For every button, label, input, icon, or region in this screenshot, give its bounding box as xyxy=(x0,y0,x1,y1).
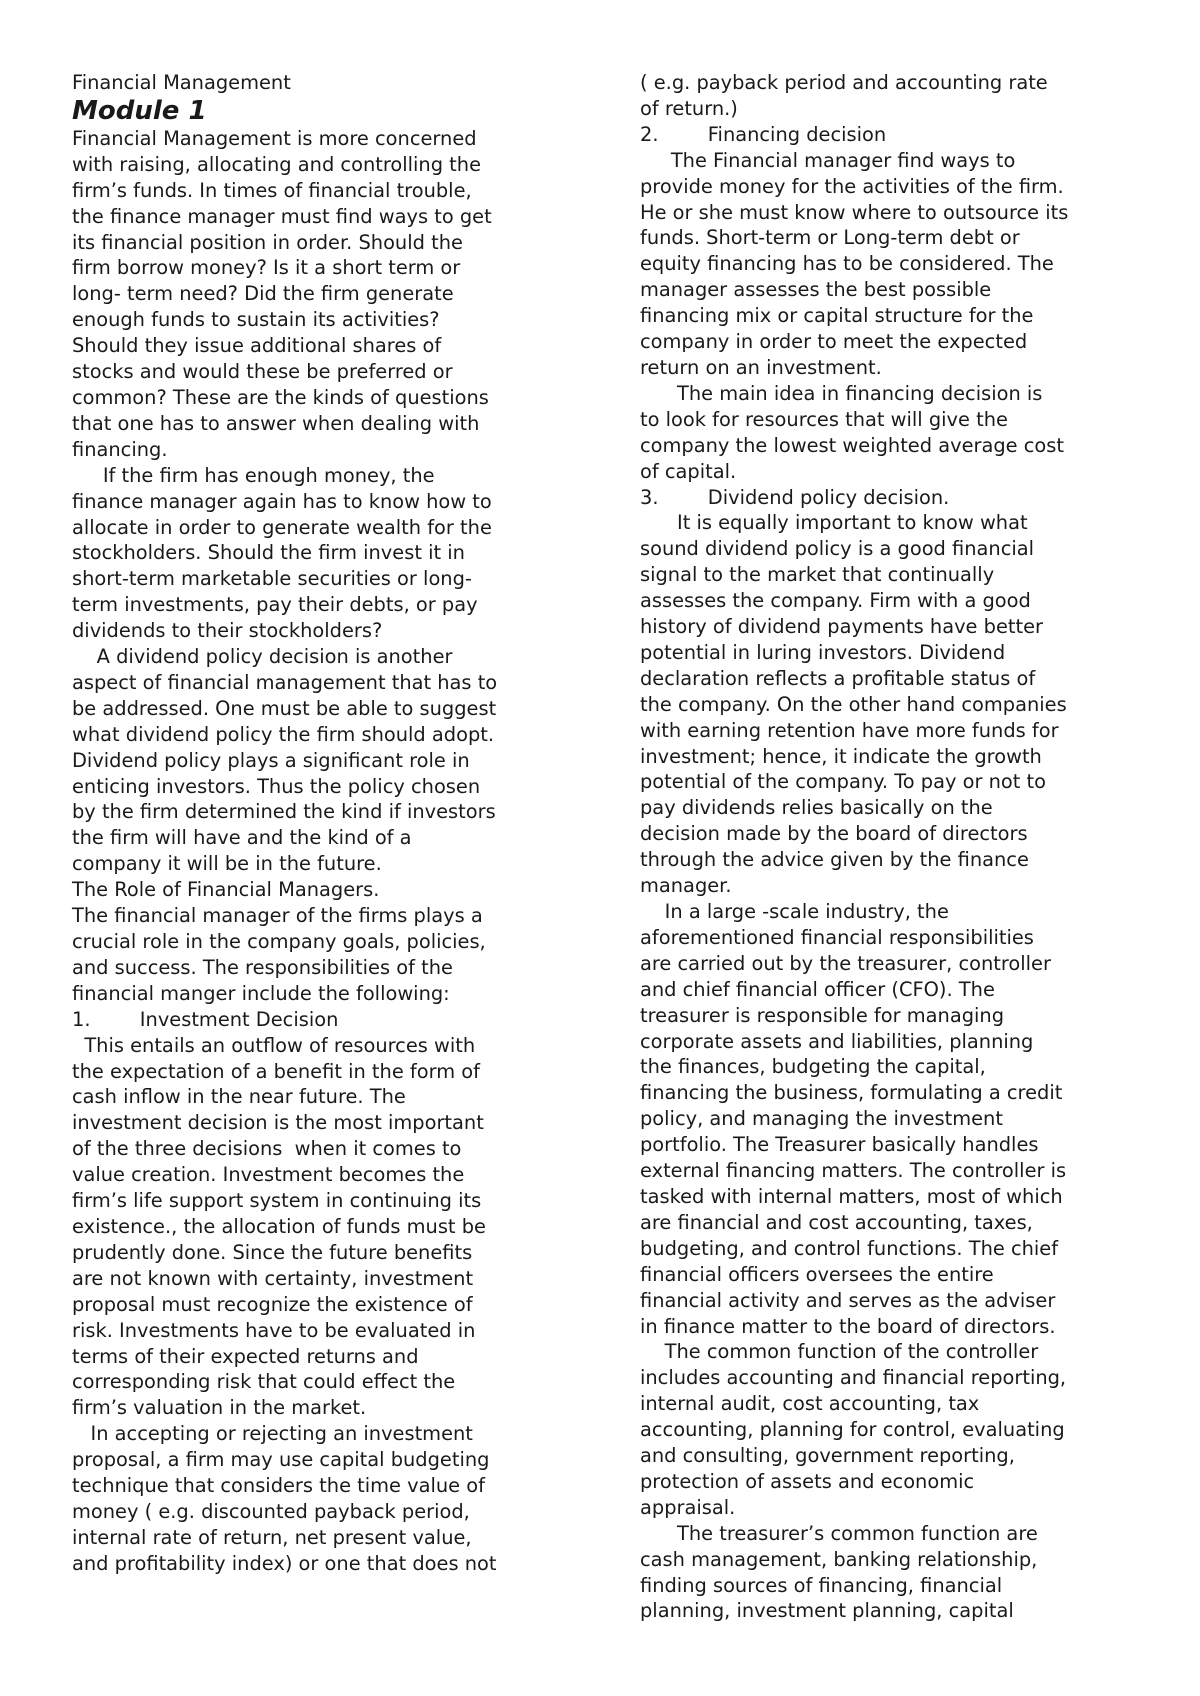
text-line: cash management, banking relationship, xyxy=(640,1547,1038,1571)
text-line: existence., the allocation of funds must be xyxy=(72,1214,486,1238)
text-line: The common function of the controller xyxy=(640,1340,1039,1364)
text-line: If the firm has enough money, the xyxy=(72,463,435,487)
text-line: are financial and cost accounting, taxes, xyxy=(640,1210,1033,1234)
text-line: corporate assets and liabilities, planning xyxy=(640,1029,1034,1053)
text-line: financial officers oversees the entire xyxy=(640,1262,994,1286)
text-line: signal to the market that continually xyxy=(640,563,995,587)
left-column xyxy=(72,70,572,1577)
text-line: return on an investment. xyxy=(640,355,882,379)
text-line: are not known with certainty, investment xyxy=(72,1266,474,1290)
text-line: stockholders. Should the firm invest it in xyxy=(72,541,465,565)
right-column xyxy=(640,70,1140,1624)
text-line: dividends to their stockholders? xyxy=(72,619,383,643)
text-line: value creation. Investment becomes the xyxy=(72,1163,465,1187)
text-line: ( e.g. payback period and accounting rate xyxy=(640,71,1048,94)
text-line: external financing matters. The controller is xyxy=(640,1159,1067,1183)
text-line: firm’s life support system in continuing its xyxy=(72,1189,482,1213)
text-line: corresponding risk that could effect the xyxy=(72,1370,456,1394)
text-line: The main idea in financing decision is xyxy=(640,381,1043,405)
text-line: includes accounting and financial reporting, xyxy=(640,1366,1067,1390)
text-line: through the advice given by the finance xyxy=(640,848,1029,872)
text-line: are carried out by the treasurer, controller xyxy=(640,951,1051,975)
text-line: investment; hence, it indicate the growth xyxy=(640,744,1042,768)
text-line: firm borrow money? Is it a short term or xyxy=(72,256,461,280)
text-line: portfolio. The Treasurer basically handles xyxy=(640,1133,1039,1157)
text-line: the expectation of a benefit in the form of xyxy=(72,1059,480,1083)
text-line: common? These are the kinds of questions xyxy=(72,385,489,409)
document-title: Financial Management xyxy=(72,71,291,94)
text-line: Financial Management is more concerned xyxy=(72,126,477,150)
text-line: allocate in order to generate wealth for the xyxy=(72,515,492,539)
module-heading: Module 1 xyxy=(72,95,207,126)
text-line: crucial role in the company goals, policies, xyxy=(72,930,486,953)
text-line: internal audit, cost accounting, tax xyxy=(640,1392,980,1416)
text-line: term investments, pay their debts, or pay xyxy=(72,593,478,617)
text-line: Should they issue additional shares of xyxy=(72,334,442,358)
text-line: and profitability index) or one that does not xyxy=(72,1551,497,1575)
list-item-heading: 2. Financing decision xyxy=(640,122,887,146)
text-line: to look for resources that will give the xyxy=(640,407,1008,431)
text-line: the company. On the other hand companies xyxy=(640,692,1067,716)
text-line: with raising, allocating and controlling the xyxy=(72,152,481,176)
text-line: financial activity and serves as the adviser xyxy=(640,1288,1056,1312)
text-line: In a large -scale industry, the xyxy=(640,900,949,923)
text-line: short-term marketable securities or long- xyxy=(72,567,472,591)
text-line: of the three decisions when it comes to xyxy=(72,1137,462,1161)
text-line: declaration reflects a profitable status of xyxy=(640,666,1036,690)
text-line: assesses the company. Firm with a good xyxy=(640,589,1031,613)
text-line: that one has to answer when dealing with xyxy=(72,411,480,435)
text-line: what dividend policy the firm should adopt. xyxy=(72,722,495,746)
text-line: enticing investors. Thus the policy chosen xyxy=(72,774,481,798)
text-line: firm’s valuation in the market. xyxy=(72,1396,367,1420)
text-line: A dividend policy decision is another xyxy=(72,645,453,669)
text-line: internal rate of return, net present value, xyxy=(72,1525,472,1549)
text-line: budgeting, and control functions. The chief xyxy=(640,1236,1059,1260)
text-line: The financial manager of the firms plays a xyxy=(72,904,483,928)
text-line: It is equally important to know what xyxy=(640,511,1028,535)
text-line: provide money for the activities of the firm. xyxy=(640,174,1064,198)
text-line: prudently done. Since the future benefits xyxy=(72,1240,473,1264)
text-line: money ( e.g. discounted payback period, xyxy=(72,1499,470,1523)
text-line: enough funds to sustain its activities? xyxy=(72,308,440,332)
text-line: firm’s funds. In times of financial trouble, xyxy=(72,178,472,202)
text-line: financing. xyxy=(72,437,168,461)
text-line: accounting, planning for control, evaluating xyxy=(640,1418,1065,1442)
text-line: of capital. xyxy=(640,459,737,483)
text-line: proposal must recognize the existence of xyxy=(72,1292,473,1316)
text-line: funds. Short-term or Long-term debt or xyxy=(640,226,1020,250)
list-item-heading: 3. Dividend policy decision. xyxy=(640,485,950,509)
text-line: financing the business, formulating a credit xyxy=(640,1081,1063,1105)
text-line: potential in luring investors. Dividend xyxy=(640,640,1006,664)
text-line: financing mix or capital structure for the xyxy=(640,304,1034,328)
text-line: He or she must know where to outsource its xyxy=(640,200,1069,224)
text-line: decision made by the board of directors xyxy=(640,822,1028,846)
text-line: aspect of financial management that has to xyxy=(72,670,498,694)
text-line: protection of assets and economic xyxy=(640,1469,975,1493)
text-line: The treasurer’s common function are xyxy=(640,1521,1038,1545)
text-line: treasurer is responsible for managing xyxy=(640,1003,1004,1027)
text-line: the finances, budgeting the capital, xyxy=(640,1055,986,1079)
text-line: pay dividends relies basically on the xyxy=(640,796,993,820)
text-line: proposal, a firm may use capital budgeting xyxy=(72,1448,490,1472)
text-line: by the firm determined the kind if investors xyxy=(72,800,496,824)
text-line: terms of their expected returns and xyxy=(72,1344,419,1368)
text-line: company it will be in the future. xyxy=(72,852,382,876)
list-item-heading: 1. Investment Decision xyxy=(72,1007,339,1031)
text-line: the firm will have and the kind of a xyxy=(72,826,412,850)
text-line: finding sources of financing, financial xyxy=(640,1573,1003,1597)
text-line: technique that considers the time value of xyxy=(72,1474,485,1498)
text-line: long- term need? Did the firm generate xyxy=(72,282,454,306)
text-line: be addressed. One must be able to suggest xyxy=(72,696,497,720)
left-column-text xyxy=(72,126,572,1577)
text-line: tasked with internal matters, most of which xyxy=(640,1184,1063,1208)
text-line: The Financial manager find ways to xyxy=(640,148,1016,172)
text-line: equity financing has to be considered. The xyxy=(640,252,1054,276)
text-line: and chief financial officer (CFO). The xyxy=(640,977,995,1001)
section-heading: The Role of Financial Managers. xyxy=(72,878,380,902)
text-line: and success. The responsibilities of the xyxy=(72,955,453,979)
text-line: with earning retention have more funds for xyxy=(640,718,1059,742)
text-line: financial manger include the following: xyxy=(72,981,450,1005)
text-line: policy, and managing the investment xyxy=(640,1107,1003,1131)
text-line: manager. xyxy=(640,874,732,898)
text-line: of return.) xyxy=(640,96,738,120)
text-line: finance manager again has to know how to xyxy=(72,489,492,513)
text-line: sound dividend policy is a good financial xyxy=(640,537,1035,561)
text-line: investment decision is the most important xyxy=(72,1111,484,1135)
text-line: In accepting or rejecting an investment xyxy=(72,1422,473,1446)
text-line: company in order to meet the expected xyxy=(640,330,1028,354)
text-line: risk. Investments have to be evaluated in xyxy=(72,1318,476,1342)
text-line: Dividend policy plays a significant role in xyxy=(72,748,470,772)
text-line: manager assesses the best possible xyxy=(640,278,992,302)
text-line: company the lowest weighted average cost xyxy=(640,433,1064,457)
text-line: its financial position in order. Should the xyxy=(72,230,463,254)
text-line: potential of the company. To pay or not to xyxy=(640,770,1046,794)
text-line: This entails an outflow of resources with xyxy=(72,1033,476,1057)
text-line: and consulting, government reporting, xyxy=(640,1444,1015,1468)
text-line: aforementioned financial responsibilities xyxy=(640,925,1034,949)
text-line: the finance manager must find ways to get xyxy=(72,204,492,228)
text-line: history of dividend payments have better xyxy=(640,615,1043,639)
text-line: appraisal. xyxy=(640,1495,736,1519)
text-line: cash inflow in the near future. The xyxy=(72,1085,406,1109)
text-line: planning, investment planning, capital xyxy=(640,1599,1014,1623)
text-line: in finance matter to the board of directors. xyxy=(640,1314,1056,1338)
text-line: stocks and would these be preferred or xyxy=(72,360,453,384)
